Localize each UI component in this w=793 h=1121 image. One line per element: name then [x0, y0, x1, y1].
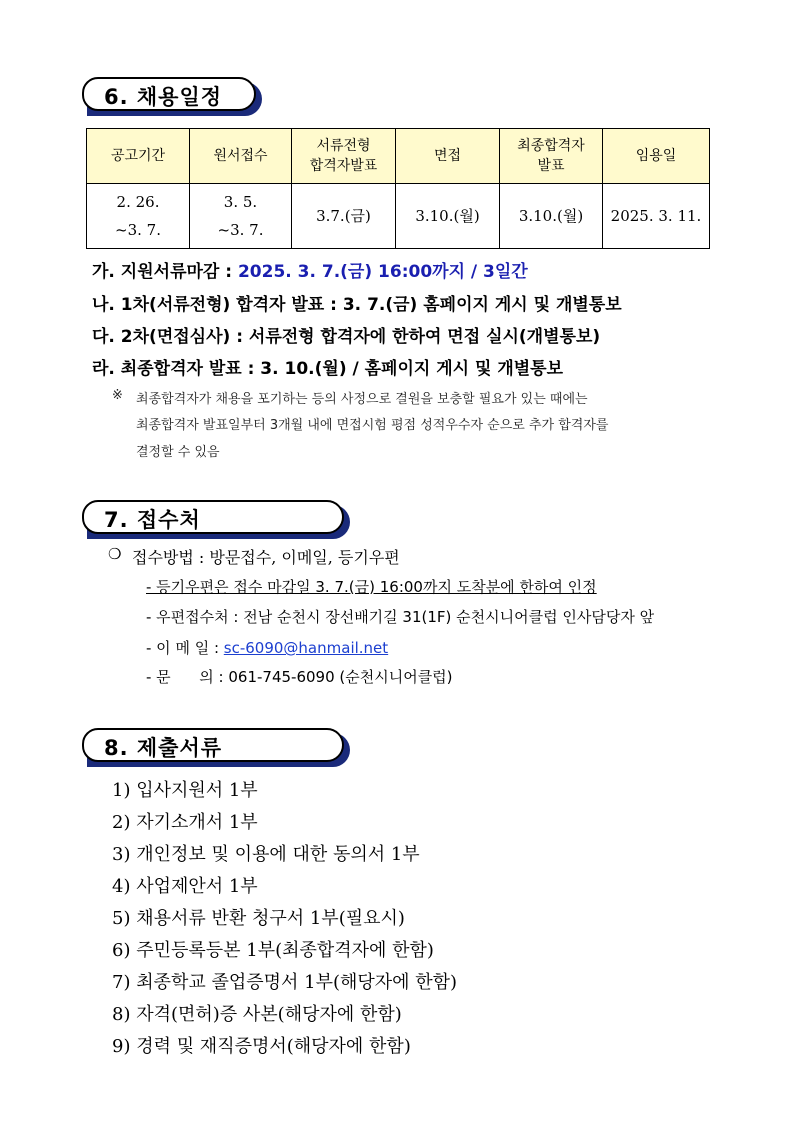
note-line: 결정할 수 있음 [136, 445, 220, 460]
table-header-cell: 최종합격자 발표 [500, 129, 603, 184]
list-item: 7) 최종학교 졸업증명서 1부(해당자에 한함) [112, 972, 458, 993]
table-cell: 3.10.(월) [500, 184, 603, 249]
section-header-schedule [82, 77, 256, 111]
step-da: 다. 2차(면접심사) : 서류전형 합격자에 한하여 면접 실시(개별통보) [92, 327, 601, 347]
step-ga [92, 257, 528, 282]
list-item: 9) 경력 및 재직증명서(해당자에 한함) [112, 1036, 411, 1057]
table-header-cell: 면접 [396, 129, 500, 184]
table-row [87, 184, 710, 249]
step-ga-deadline: 2025. 3. 7.(금) 16:00까지 / 3일간 [237, 262, 528, 282]
reception-bullet: ❍ [108, 545, 122, 563]
note-mark: ※ [112, 388, 123, 403]
email-link[interactable]: sc-6090@hanmail.net [223, 639, 389, 657]
table-cell: 2. 26. ~3. 7. [87, 184, 190, 249]
step-na: 나. 1차(서류전형) 합격자 발표 : 3. 7.(금) 홈페이지 게시 및 개별통보 [92, 295, 622, 315]
reception-mail-address: - 우편접수처 : 전남 순천시 장선배기길 31(1F) 순천시니어클럽 인사담당자 앞 [146, 608, 655, 626]
note-line: 최종합격자가 채용을 포기하는 등의 사정으로 결원을 보충할 필요가 있는 때에는 [136, 392, 588, 407]
table-cell: 3. 5. ~3. 7. [190, 184, 292, 249]
reception-email-label: - 이 메 일 : [146, 639, 224, 657]
step-ra: 라. 최종합격자 발표 : 3. 10.(월) / 홈페이지 게시 및 개별통보 [92, 359, 564, 379]
table-cell: 2025. 3. 11. [603, 184, 710, 249]
schedule-table [86, 128, 710, 249]
list-item: 5) 채용서류 반환 청구서 1부(필요시) [112, 908, 405, 929]
list-item: 2) 자기소개서 1부 [112, 812, 258, 833]
reception-mail-rule: - 등기우편은 접수 마감일 3. 7.(금) 16:00까지 도착분에 한하여 인정 [146, 578, 597, 596]
section-title: 7. 접수처 [104, 508, 201, 532]
section-title: 8. 제출서류 [104, 736, 223, 760]
list-item: 4) 사업제안서 1부 [112, 876, 258, 897]
reception-contact: - 문 의 : 061-745-6090 (순천시니어클럽) [146, 668, 453, 686]
table-header-cell: 임용일 [603, 129, 710, 184]
table-header-row [87, 129, 710, 184]
table-cell: 3.7.(금) [292, 184, 396, 249]
note-line: 최종합격자 발표일부터 3개월 내에 면접시험 평점 성적우수자 순으로 추가 합격자를 [136, 418, 609, 433]
section-header-reception [82, 500, 344, 534]
reception-email-row [146, 637, 388, 658]
reception-method: 접수방법 : 방문접수, 이메일, 등기우편 [132, 548, 400, 567]
table-cell: 3.10.(월) [396, 184, 500, 249]
section-header-documents [82, 728, 344, 762]
table-header-cell: 원서접수 [190, 129, 292, 184]
list-item: 1) 입사지원서 1부 [112, 780, 258, 801]
list-item: 8) 자격(면허)증 사본(해당자에 한함) [112, 1004, 402, 1025]
list-item: 3) 개인정보 및 이용에 대한 동의서 1부 [112, 844, 420, 865]
section-title: 6. 채용일정 [104, 85, 223, 109]
table-header-cell: 공고기간 [87, 129, 190, 184]
step-ga-label: 가. 지원서류마감 : [92, 262, 238, 282]
table-header-cell: 서류전형 합격자발표 [292, 129, 396, 184]
list-item: 6) 주민등록등본 1부(최종합격자에 한함) [112, 940, 434, 961]
